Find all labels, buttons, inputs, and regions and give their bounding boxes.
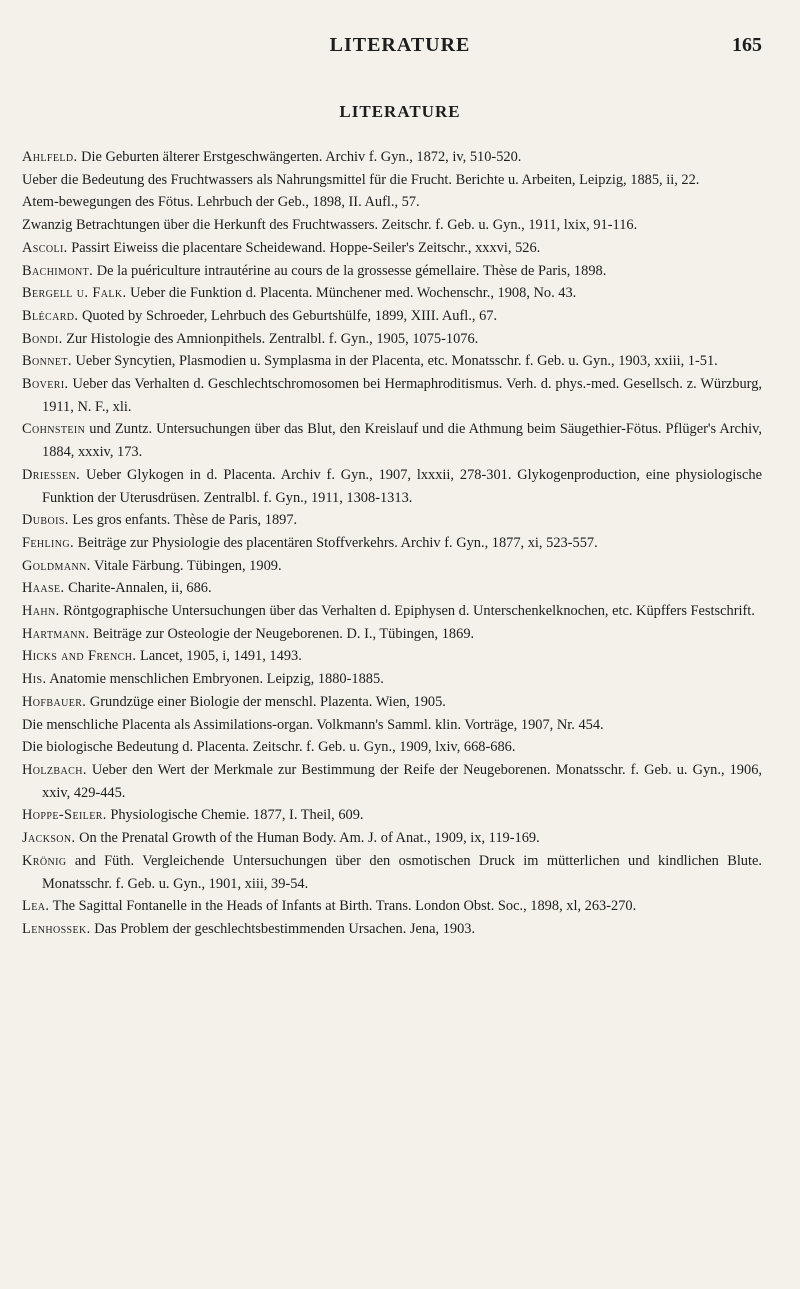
reference-author: Ahlfeld. <box>22 149 78 165</box>
reference-author: Goldmann. <box>22 557 91 574</box>
reference-entry <box>22 305 762 328</box>
reference-text: Das Problem der geschlechtsbestimmenden Ursachen. Jena, 1903. <box>90 920 476 937</box>
reference-entry <box>22 668 762 691</box>
page-number: 165 <box>732 34 762 56</box>
running-head <box>38 34 762 58</box>
reference-author: Driessen. <box>22 466 81 483</box>
reference-text: De la puériculture intrautérine au cours de la grossesse gémellaire. Thèse de Paris, 1898. <box>93 262 607 279</box>
reference-text: Zur Histologie des Amnionpithels. Zentralbl. f. Gyn., 1905, 1075-1076. <box>62 330 479 347</box>
reference-author: Hofbauer. <box>22 693 87 710</box>
reference-text: Beiträge zur Physiologie des placentären Stoffverkehrs. Archiv f. Gyn., 1877, xi, 523-557. <box>74 534 598 551</box>
reference-entry <box>22 918 762 941</box>
reference-text: und Zuntz. Untersuchungen über das Blut, den Kreislauf und die Athmung beim Säugethier-Fötus. Pflüger's Archiv, 1884, xxxiv, 173. <box>42 421 762 461</box>
reference-text: Vitale Färbung. Tübingen, 1909. <box>90 557 282 574</box>
reference-text: Quoted by Schroeder, Lehrbuch des Geburtshülfe, 1899, XIII. Aufl., 67. <box>78 307 498 324</box>
reference-entry <box>22 373 762 418</box>
reference-text: Ueber die Bedeutung des Fruchtwassers als Nahrungsmittel für die Frucht. Berichte u. Arbeiten, Leipzig, 1885, ii, 22. <box>22 171 700 188</box>
reference-entry <box>22 714 762 737</box>
reference-entry <box>22 600 762 623</box>
reference-author: Haase. <box>22 580 65 597</box>
reference-author: Cohnstein <box>22 421 86 438</box>
reference-author: Lenhossek. <box>22 920 91 937</box>
reference-text: Lancet, 1905, i, 1491, 1493. <box>136 648 302 665</box>
reference-entry <box>22 532 762 555</box>
reference-text: Anatomie menschlichen Embryonen. Leipzig, 1880-1885. <box>46 671 384 688</box>
reference-entry <box>22 577 762 600</box>
reference-author: His. <box>22 671 47 688</box>
reference-author: Bergell u. Falk. <box>22 285 127 302</box>
reference-entry <box>22 509 762 532</box>
reference-author: Hahn. <box>22 603 60 620</box>
reference-author: Boveri. <box>22 376 69 393</box>
reference-entry <box>22 350 762 373</box>
reference-text: Les gros enfants. Thèse de Paris, 1897. <box>68 512 298 529</box>
reference-entry <box>22 736 762 759</box>
reference-text: Ueber das Verhalten d. Geschlechtschromosomen bei Hermaphroditismus. Verh. d. phys.-med. Gesellsch. z. Würzburg, 1911, N. F., xli. <box>42 376 762 415</box>
reference-author: Hartmann. <box>22 625 90 642</box>
reference-entry <box>22 328 762 351</box>
reference-entry <box>22 237 762 260</box>
reference-text: Die menschliche Placenta als Assimilations-organ. Volkmann's Samml. klin. Vorträge, 1907, Nr. 454. <box>22 716 604 733</box>
reference-entry <box>22 645 762 668</box>
reference-entry <box>22 191 762 214</box>
reference-author: Hoppe-Seiler. <box>22 807 107 824</box>
reference-author: Bachimont. <box>22 262 94 279</box>
reference-text: Atem-bewegungen des Fötus. Lehrbuch der Geb., 1898, II. Aufl., 57. <box>22 194 420 211</box>
reference-entry <box>22 850 762 895</box>
reference-text: On the Prenatal Growth of the Human Body. Am. J. of Anat., 1909, ix, 119-169. <box>75 830 540 847</box>
reference-entry <box>22 418 762 463</box>
reference-text: Zwanzig Betrachtungen über die Herkunft des Fruchtwassers. Zeitschr. f. Geb. u. Gyn., 1911, lxix, 91-116. <box>22 217 638 234</box>
reference-text: Ueber den Wert der Merkmale zur Bestimmung der Reife der Neugeborenen. Monatsschr. f. Geb. u. Gyn., 1906, xxiv, 429-445. <box>42 761 762 801</box>
reference-text: The Sagittal Fontanelle in the Heads of Infants at Birth. Trans. London Obst. Soc., 1898, xl, 263-270. <box>49 898 637 915</box>
reference-text: Physiologische Chemie. 1877, I. Theil, 609. <box>106 807 364 824</box>
reference-author: Holzbach. <box>22 761 87 778</box>
reference-text: Ueber die Funktion d. Placenta. Münchener med. Wochenschr., 1908, No. 43. <box>126 285 577 302</box>
reference-entry <box>22 691 762 714</box>
reference-entry <box>22 214 762 237</box>
reference-author: Krönig <box>22 852 67 869</box>
reference-author: Ascoli. <box>22 239 68 256</box>
section-title: LITERATURE <box>339 102 461 121</box>
reference-entry <box>22 827 762 850</box>
reference-list <box>22 146 762 941</box>
reference-text: Beiträge zur Osteologie der Neugeborenen. D. I., Tübingen, 1869. <box>89 625 475 642</box>
reference-entry <box>22 260 762 283</box>
reference-entry <box>22 146 762 169</box>
reference-author: Bonnet. <box>22 353 72 370</box>
running-title: LITERATURE <box>329 34 471 56</box>
reference-author: Blécard. <box>22 307 79 324</box>
reference-entry <box>22 282 762 305</box>
reference-text: Die biologische Bedeutung d. Placenta. Zeitschr. f. Geb. u. Gyn., 1909, lxiv, 668-686. <box>22 739 516 756</box>
reference-author: Dubois. <box>22 512 69 529</box>
reference-text: Charite-Annalen, ii, 686. <box>64 580 212 597</box>
reference-entry <box>22 169 762 192</box>
reference-author: Fehling. <box>22 534 75 551</box>
reference-text: Ueber Syncytien, Plasmodien u. Symplasma in der Placenta, etc. Monatsschr. f. Geb. u. Gyn., 1903, xxiii, 1-51. <box>71 353 718 370</box>
reference-text: and Füth. Vergleichende Untersuchungen über den osmotischen Druck im mütterlichen und kindlichen Blute. Monatsschr. f. Geb. u. Gyn., 1901, xiii, 39-54. <box>42 852 762 892</box>
reference-text: Die Geburten älterer Erstgeschwängerten. Archiv f. Gyn., 1872, iv, 510-520. <box>77 149 522 165</box>
reference-author: Bondi. <box>22 330 63 347</box>
reference-text: Ueber Glykogen in d. Placenta. Archiv f. Gyn., 1907, lxxxii, 278-301. Glykogenproduction, eine physiologische Funktion der Uterusdrüsen. Zentralbl. f. Gyn., 1911, 1308-1313. <box>42 466 762 506</box>
reference-entry <box>22 623 762 646</box>
reference-entry <box>22 464 762 509</box>
reference-text: Passirt Eiweiss die placentare Scheidewand. Hoppe-Seiler's Zeitschr., xxxvi, 526. <box>67 239 541 256</box>
reference-text: Grundzüge einer Biologie der menschl. Plazenta. Wien, 1905. <box>86 693 446 710</box>
reference-entry <box>22 759 762 804</box>
reference-author: Jackson. <box>22 830 76 847</box>
reference-entry <box>22 804 762 827</box>
reference-author: Hicks and French. <box>22 648 137 665</box>
reference-entry <box>22 895 762 918</box>
reference-entry <box>22 555 762 578</box>
reference-text: Röntgographische Untersuchungen über das Verhalten d. Epiphysen d. Unterschenkelknochen, etc. Küpffers Festschrift. <box>59 603 755 620</box>
reference-author: Lea. <box>22 898 50 915</box>
